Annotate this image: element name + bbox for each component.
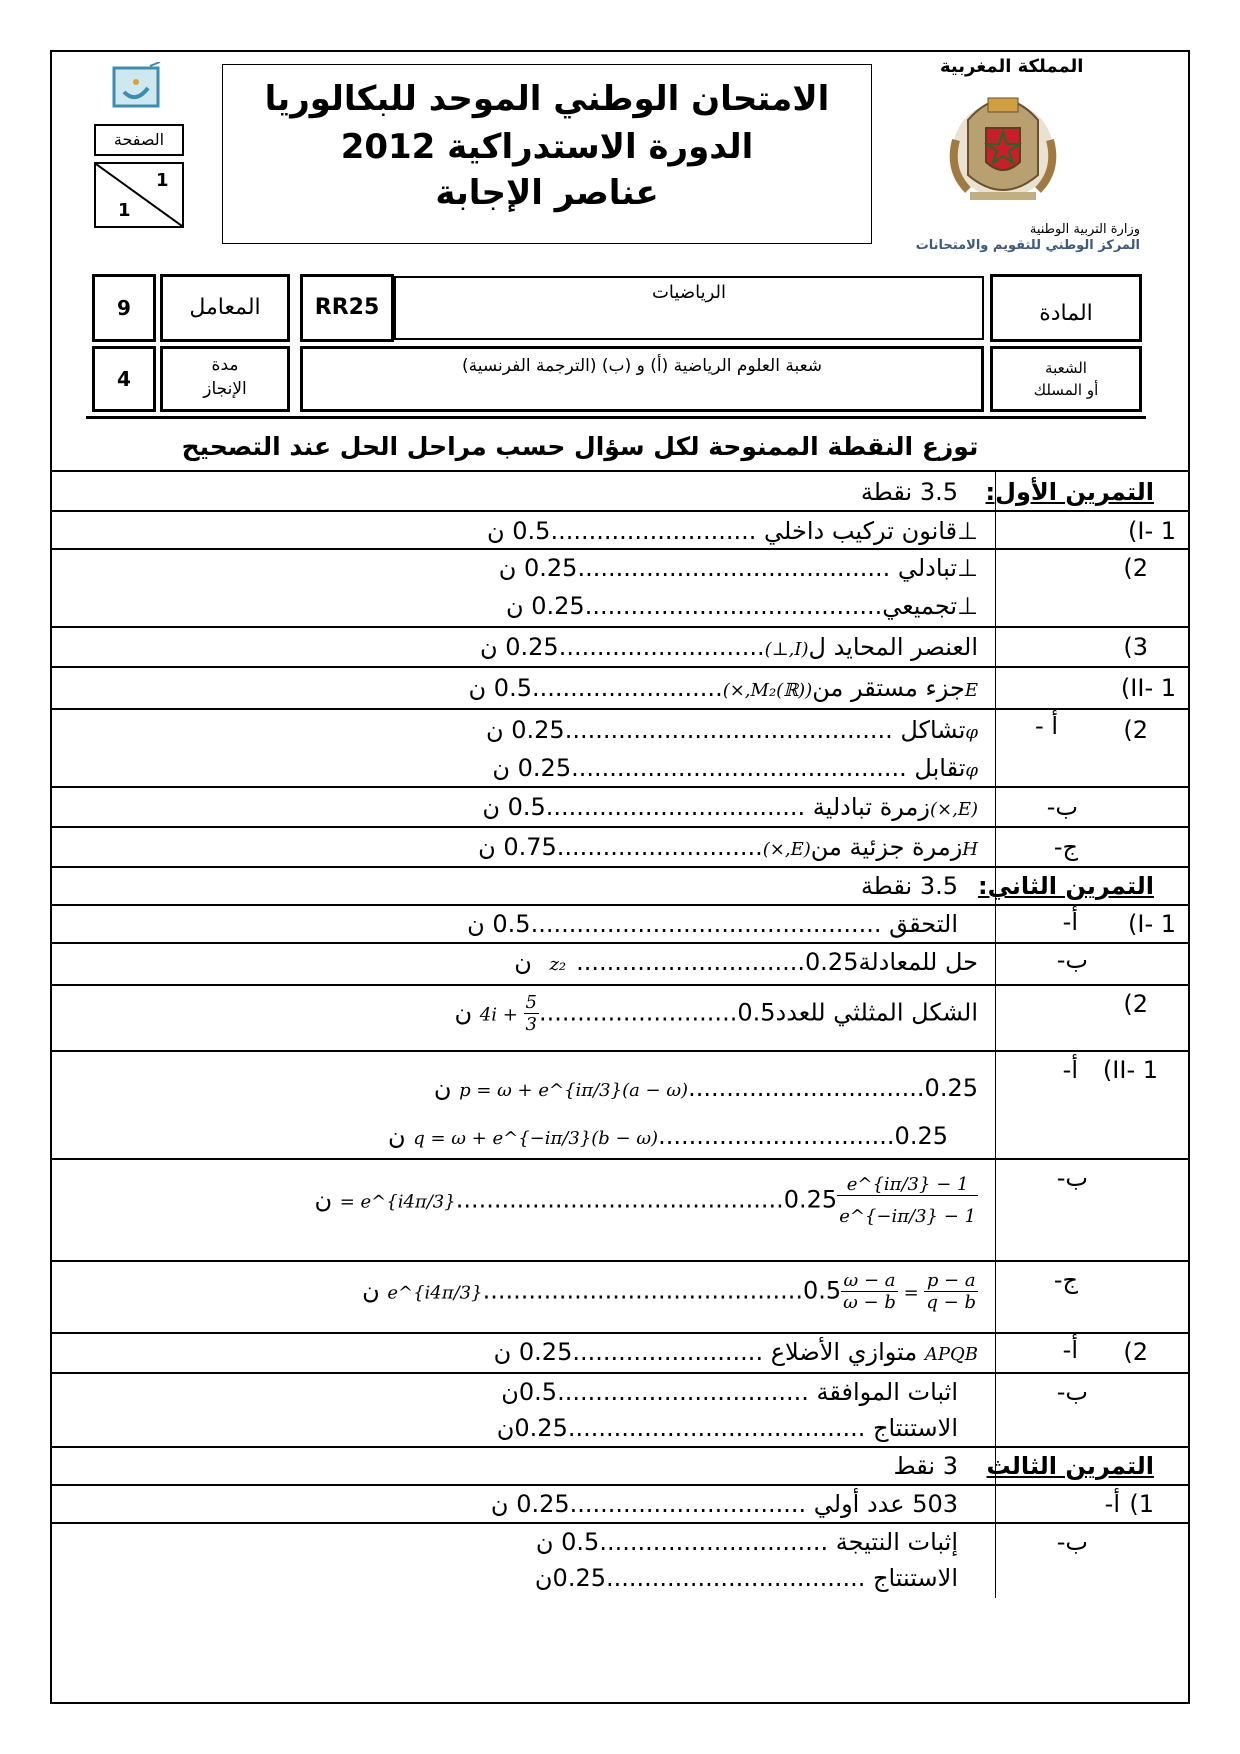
ex1-title: التمرين الأول: <box>985 478 1154 506</box>
ex2-points: 3.5 نقطة <box>860 872 958 900</box>
table-row <box>52 1522 1188 1598</box>
coefficient-label: المعامل <box>160 274 290 342</box>
question-label: 2) <box>1123 554 1148 582</box>
subject-code: RR25 <box>300 274 394 342</box>
answer-line: 503 عدد أولي ...............................0.25 ن <box>490 1490 958 1518</box>
table-row <box>52 548 1188 626</box>
ex2-header-row <box>52 866 1188 904</box>
page-total: 1 <box>118 200 131 221</box>
sub-question-label: ب- <box>1056 1528 1088 1556</box>
fraction <box>524 992 539 1035</box>
duration-value: 4 <box>92 346 156 412</box>
branch-label <box>990 346 1142 412</box>
answer-line <box>514 948 978 976</box>
table-row <box>52 1158 1188 1260</box>
coat-of-arms-icon <box>948 80 1058 210</box>
math-expr: (E,×) <box>762 839 811 860</box>
answer-text: متوازي الأضلاع .........................0.25 ن <box>493 1338 918 1366</box>
answer-line: ⊥تبادلي .........................................0.25 ن <box>498 554 978 582</box>
fraction-denominator: q − b <box>926 1292 976 1313</box>
answer-line <box>478 833 978 861</box>
answer-points: ...........................................0.25 ن <box>314 1185 838 1214</box>
exam-center-logo-icon <box>110 62 168 112</box>
kingdom-label: المملكة المغربية <box>940 56 1084 77</box>
branch-value: شعبة العلوم الرياضية (أ) و (ب) (الترجمة الفرنسية) <box>300 346 984 412</box>
ex1-points: 3.5 نقطة <box>860 478 958 506</box>
sub-question-label: ج- <box>1053 1266 1078 1294</box>
answer-line: التحقق ..............................................0.5 ن <box>467 910 958 938</box>
answer-points: ..........................................0.5 ن <box>362 1276 842 1305</box>
question-label: 2) <box>1123 990 1148 1018</box>
table-row <box>52 510 1188 548</box>
fraction <box>837 1174 978 1227</box>
answer-line: ⊥تجميعي.......................................0.25 ن <box>505 592 978 620</box>
sub-question-label: ب- <box>1046 793 1078 821</box>
answer-line: ⊥قانون تركيب داخلي ...........................0.5 ن <box>487 517 978 545</box>
math-expr: H <box>962 839 978 860</box>
math-expr: (I,⊥) <box>764 639 809 660</box>
page-number-box <box>94 124 184 228</box>
answer-text: حل للمعادلة <box>858 948 978 976</box>
sub-question-label: أ- <box>1104 1490 1120 1518</box>
table-row <box>52 942 1188 984</box>
answer-points: ...........................0.25 ن <box>479 633 765 661</box>
answer-line <box>388 1122 948 1150</box>
math-expr: (M₂(ℝ),×) <box>722 680 813 701</box>
fraction-denominator: ω − b <box>843 1292 896 1313</box>
distribution-title: توزع النقطة الممنوحة لكل سؤال حسب مراحل الحل عند التصحيح <box>181 432 979 461</box>
ex3-points: 3 نقط <box>893 1452 958 1480</box>
ministry-label <box>900 222 1140 254</box>
fraction-denominator: 3 <box>525 1014 537 1035</box>
fraction-numerator: p − a <box>924 1270 978 1292</box>
question-label: I- 1) <box>1127 910 1176 938</box>
page-label: الصفحة <box>94 124 184 156</box>
answer-line <box>434 1074 978 1102</box>
math-expr: APQB <box>924 1344 978 1365</box>
question-label: 2) <box>1123 716 1148 744</box>
table-row <box>52 626 1188 666</box>
ex2-title: التمرين الثاني: <box>978 872 1154 900</box>
title-line-3: عناصر الإجابة <box>435 173 659 213</box>
ministry-line-2: المركز الوطني للتقويم والامتحانات <box>915 238 1140 253</box>
math-expr: 4i + <box>479 1004 524 1026</box>
answer-line: إثبات النتيجة ..............................0.5 ن <box>535 1528 958 1556</box>
question-label: 1) <box>1129 1490 1154 1518</box>
table-row <box>52 708 1188 786</box>
subject-label: المادة <box>990 274 1142 342</box>
sub-question-label: أ- <box>1062 1336 1078 1364</box>
page-current: 1 <box>156 170 169 191</box>
branch-label-line-1: الشعبة <box>1045 359 1087 377</box>
duration-label <box>160 346 290 412</box>
fraction <box>841 1270 898 1313</box>
answer-line <box>314 1174 978 1227</box>
math-expr: (E,×) <box>930 799 978 820</box>
table-row <box>52 984 1188 1050</box>
table-row <box>52 826 1188 866</box>
table-row <box>52 1050 1188 1158</box>
answer-text: تشاكل ...........................................0.25 ن <box>486 716 966 744</box>
table-row <box>52 1484 1188 1522</box>
answer-text: الشكل المثلثي للعدد <box>775 998 978 1027</box>
fraction-numerator: 1 − e^{iπ/3} <box>837 1174 978 1196</box>
branch-label-line-2: أو المسلك <box>1033 381 1099 399</box>
math-expr: z₂ <box>549 954 567 975</box>
question-label: 2) <box>1123 1338 1148 1366</box>
math-expr: φ <box>965 722 978 743</box>
fraction-numerator: ω − a <box>841 1270 898 1292</box>
question-label: II- 1) <box>1120 674 1176 702</box>
answer-line: الاستنتاج ..................................0.25ن <box>534 1564 958 1592</box>
math-expr: p = ω + e^{iπ/3}(a − ω) <box>459 1080 689 1101</box>
table-row <box>52 904 1188 942</box>
fraction-denominator: 1 − e^{−iπ/3} <box>839 1206 976 1227</box>
answer-line <box>482 793 978 821</box>
math-expr: q = ω + e^{−iπ/3}(b − ω) <box>413 1128 659 1149</box>
answer-line <box>469 674 978 702</box>
answer-line <box>486 716 978 744</box>
answer-points: ..........................0.5 ن <box>454 998 776 1027</box>
answer-text: زمرة تبادلية ..................................0.5 ن <box>482 793 930 821</box>
duration-label-line-2: الإنجاز <box>203 379 247 399</box>
ex1-header-row <box>52 470 1188 510</box>
answer-points: ...............................0.25 ن <box>387 1122 948 1150</box>
sub-question-label: أ- <box>1062 908 1078 936</box>
answer-line: $\frac{p - a}{q - b}$ = $\frac{\omega - a}{\omega - b}$ e^{i4π/3}..........................................0.5 ن <box>362 1270 976 1313</box>
table-row <box>52 786 1188 826</box>
table-row <box>52 1260 1188 1332</box>
answer-line <box>480 633 978 661</box>
ministry-line-1: وزارة التربية الوطنية <box>1029 222 1140 237</box>
ex3-header-row <box>52 1446 1188 1484</box>
subject-value: الرياضيات <box>394 276 984 340</box>
sub-question-label: ب- <box>1056 1164 1088 1192</box>
title-line-1: الامتحان الوطني الموحد للبكالوريا <box>264 79 830 119</box>
coefficient-value: 9 <box>92 274 156 342</box>
answer-line: اثبات الموافقة .................................0.5ن <box>501 1378 958 1406</box>
answer-text: تقابل ............................................0.25 ن <box>492 754 966 782</box>
question-label: I- 1) <box>1127 517 1176 545</box>
fraction-numerator: 5 <box>525 992 537 1013</box>
title-line-2: الدورة الاستدراكية 2012 <box>340 127 754 167</box>
table-row <box>52 1372 1188 1446</box>
sub-question-label: ب- <box>1056 1378 1088 1406</box>
math-expr: φ <box>965 760 978 781</box>
answer-text: زمرة جزئية من <box>810 833 963 861</box>
answer-line <box>455 992 978 1035</box>
question-label: II- 1) <box>1102 1056 1158 1084</box>
math-expr: = e^{i4π/3} <box>339 1191 456 1213</box>
answer-line <box>494 1338 978 1366</box>
fraction <box>924 1270 978 1313</box>
math-expr: e^{i4π/3} <box>387 1282 483 1304</box>
diagonal-line-icon <box>96 164 182 226</box>
answer-text: جزء مستقر من <box>812 674 965 702</box>
question-label: 3) <box>1123 633 1148 661</box>
math-expr: E <box>964 680 978 701</box>
answer-points: .........................0.5 ن <box>468 674 723 702</box>
answer-points: ..............................0.25 ن <box>514 948 859 976</box>
answer-points: ...........................0.75 ن <box>478 833 763 861</box>
sub-question-label: ج- <box>1053 833 1078 861</box>
table-row <box>52 1332 1188 1372</box>
answer-points: ...............................0.25 ن <box>433 1074 978 1102</box>
answer-text: العنصر المحايد ل <box>808 633 978 661</box>
sub-question-label: ب- <box>1056 946 1088 974</box>
answer-line <box>492 754 978 782</box>
grading-table <box>52 470 1188 1598</box>
page-fraction <box>94 162 184 228</box>
exam-title-box <box>222 64 872 244</box>
header-separator <box>86 416 1146 419</box>
sub-question-label: أ- <box>1062 1056 1078 1084</box>
duration-label-line-1: مدة <box>211 355 239 375</box>
table-row <box>52 666 1188 708</box>
sub-question-label: أ - <box>1035 712 1058 740</box>
ex3-title: التمرين الثالث <box>986 1452 1154 1480</box>
answer-line: الاستنتاج .......................................0.25ن <box>496 1414 958 1442</box>
